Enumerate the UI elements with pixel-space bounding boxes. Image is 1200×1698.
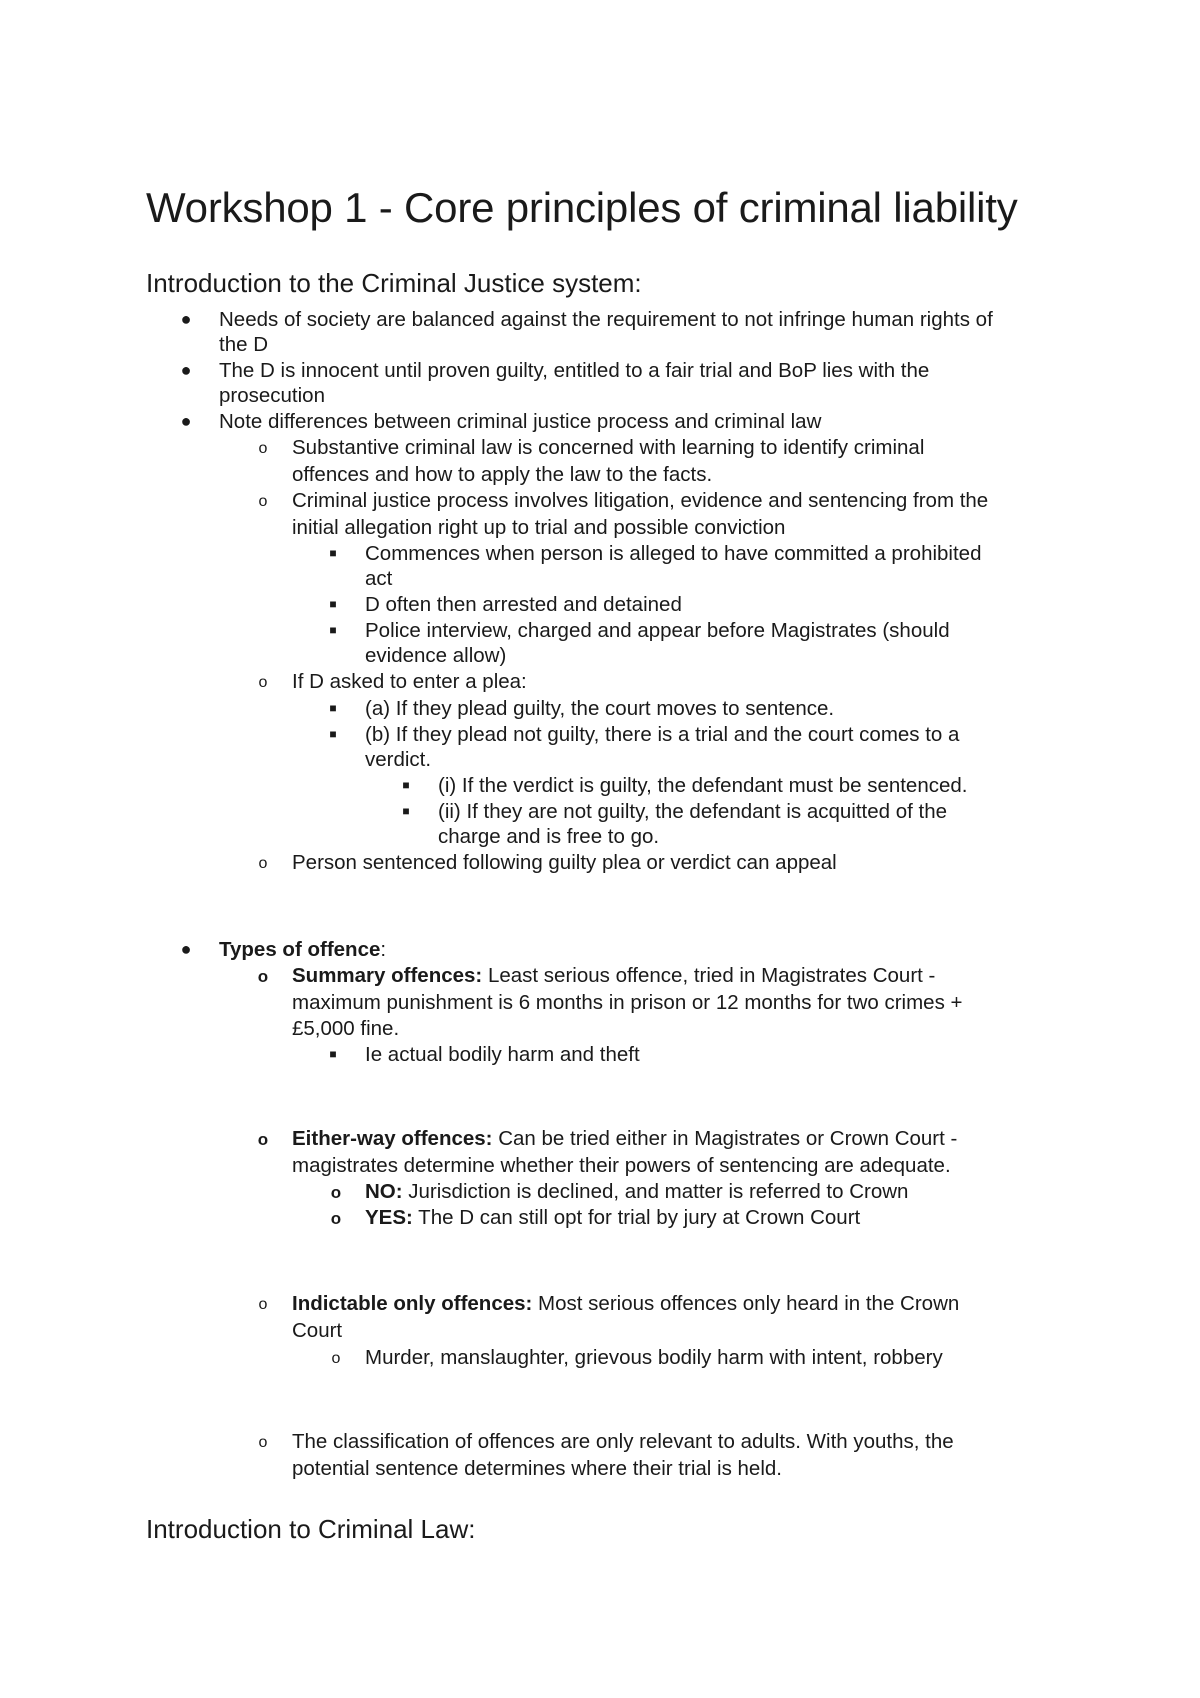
- list-item-yes: YES: The D can still opt for trial by jury at Crown Court: [365, 1206, 861, 1229]
- list-item-continuation: offences and how to apply the law to the facts.: [292, 463, 713, 486]
- list-item: Person sentenced following guilty plea or verdict can appeal: [292, 851, 837, 874]
- bullet-circle-icon: o: [330, 1183, 342, 1202]
- list-item: Needs of society are balanced against the requirement to not infringe human rights of: [219, 308, 993, 331]
- list-item-continuation: charge and is free to go.: [438, 825, 660, 848]
- list-item-continuation: magistrates determine whether their powers of sentencing are adequate.: [292, 1154, 951, 1177]
- bullet-circle-icon: o: [331, 1350, 341, 1367]
- list-item: Commences when person is alleged to have committed a prohibited: [365, 542, 982, 565]
- bullet-square-icon: ■: [329, 623, 337, 637]
- list-item-summary-offences: Summary offences: Least serious offence, tried in Magistrates Court -: [292, 964, 936, 987]
- list-item: Criminal justice process involves litigation, evidence and sentencing from the: [292, 489, 989, 512]
- bullet-circle-icon: o: [258, 493, 268, 510]
- list-item: (i) If the verdict is guilty, the defendant must be sentenced.: [438, 774, 968, 797]
- bullet-square-icon: ■: [402, 778, 410, 792]
- page-title: Workshop 1 - Core principles of criminal liability: [146, 184, 1018, 231]
- bullet-disc-icon: ●: [180, 411, 192, 431]
- list-item-continuation: prosecution: [219, 384, 325, 407]
- list-item-continuation: initial allegation right up to trial and possible conviction: [292, 516, 786, 539]
- bullet-square-icon: ■: [402, 804, 410, 818]
- bullet-circle-icon: o: [257, 967, 269, 986]
- list-item: Substantive criminal law is concerned with learning to identify criminal: [292, 436, 925, 459]
- list-item-continuation: act: [365, 567, 393, 590]
- bullet-circle-icon: o: [258, 1434, 268, 1451]
- list-item-either-way-offences: Either-way offences: Can be tried either in Magistrates or Crown Court -: [292, 1127, 958, 1150]
- bullet-circle-icon: o: [258, 855, 268, 872]
- list-item: (b) If they plead not guilty, there is a trial and the court comes to a: [365, 723, 960, 746]
- bullet-square-icon: ■: [329, 1047, 337, 1061]
- list-item-continuation: verdict.: [365, 748, 432, 771]
- bullet-disc-icon: ●: [180, 939, 192, 959]
- section-heading-criminal-justice: Introduction to the Criminal Justice system:: [146, 268, 642, 298]
- list-item-no: NO: Jurisdiction is declined, and matter is referred to Crown: [365, 1180, 909, 1203]
- section-heading-criminal-law: Introduction to Criminal Law:: [146, 1514, 476, 1544]
- list-item-continuation: £5,000 fine.: [292, 1017, 400, 1040]
- bullet-square-icon: ■: [329, 701, 337, 715]
- list-item-indictable-offences: Indictable only offences: Most serious offences only heard in the Crown: [292, 1292, 960, 1315]
- bullet-circle-icon: o: [258, 674, 268, 691]
- list-item: (a) If they plead guilty, the court moves to sentence.: [365, 697, 835, 720]
- bullet-square-icon: ■: [329, 597, 337, 611]
- list-item: If D asked to enter a plea:: [292, 670, 527, 693]
- bullet-circle-icon: o: [258, 440, 268, 457]
- bullet-disc-icon: ●: [180, 360, 192, 380]
- bullet-circle-icon: o: [257, 1130, 269, 1149]
- list-item: Note differences between criminal justice process and criminal law: [219, 410, 822, 433]
- list-item: Police interview, charged and appear before Magistrates (should: [365, 619, 950, 642]
- list-item-continuation: evidence allow): [365, 644, 507, 667]
- list-item: (ii) If they are not guilty, the defendant is acquitted of the: [438, 800, 948, 823]
- bullet-square-icon: ■: [329, 727, 337, 741]
- bullet-circle-icon: o: [330, 1209, 342, 1228]
- bullet-circle-icon: o: [258, 1296, 268, 1313]
- list-item: D often then arrested and detained: [365, 593, 682, 616]
- list-item: Ie actual bodily harm and theft: [365, 1043, 640, 1066]
- list-item: Murder, manslaughter, grievous bodily harm with intent, robbery: [365, 1346, 943, 1369]
- list-item-classification: The classification of offences are only relevant to adults. With youths, the: [292, 1430, 954, 1453]
- bullet-disc-icon: ●: [180, 309, 192, 329]
- bullet-square-icon: ■: [329, 546, 337, 560]
- list-item: The D is innocent until proven guilty, entitled to a fair trial and BoP lies with the: [219, 359, 930, 382]
- list-item-continuation: Court: [292, 1319, 343, 1342]
- list-item-continuation: the D: [219, 333, 268, 356]
- list-item-types-of-offence: Types of offence:: [219, 938, 387, 961]
- list-item-continuation: maximum punishment is 6 months in prison or 12 months for two crimes +: [292, 991, 963, 1014]
- list-item-continuation: potential sentence determines where their trial is held.: [292, 1457, 782, 1480]
